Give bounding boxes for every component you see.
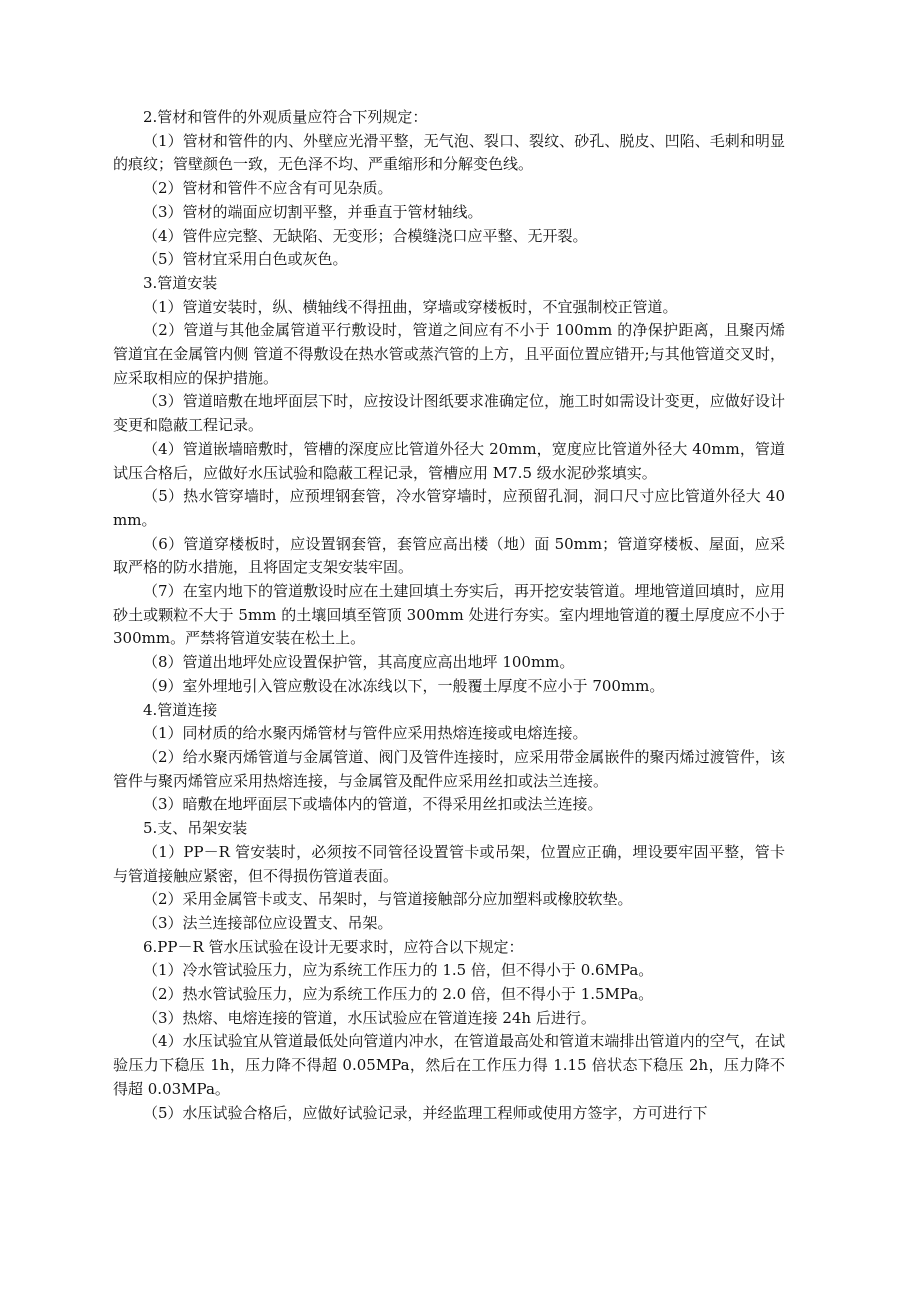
paragraph: （1）管材和管件的内、外壁应光滑平整，无气泡、裂口、裂纹、砂孔、脱皮、凹陷、毛刺和明显的痕纹；管壁颜色一致，无色泽不均、严重缩形和分解变色线。 <box>113 131 785 174</box>
paragraph: （6）管道穿楼板时，应设置钢套管，套管应高出楼（地）面 50mm；管道穿楼板、屋面，应采取严格的防水措施，且将固定支架安装牢固。 <box>113 534 785 577</box>
paragraph: （2）管材和管件不应含有可见杂质。 <box>143 179 393 198</box>
paragraph: （1）冷水管试验压力，应为系统工作压力的 1.5 倍，但不得小于 0.6MPa。 <box>143 961 654 980</box>
paragraph: （2）采用金属管卡或支、吊架时，与管道接触部分应加塑料或橡胶软垫。 <box>143 890 633 909</box>
paragraph: （3）管材的端面应切割平整，并垂直于管材轴线。 <box>143 202 483 221</box>
paragraph: （5）热水管穿墙时，应预埋钢套管，冷水管穿墙时，应预留孔洞，洞口尺寸应比管道外径大 40mm。 <box>113 487 785 529</box>
section-heading: 5.支、吊架安装 <box>143 819 248 838</box>
document-body <box>113 106 785 1125</box>
paragraph: （2）给水聚丙烯管道与金属管道、阀门及管件连接时，应采用带金属嵌件的聚丙烯过渡管件，该管件与聚丙烯管应采用热熔连接，与金属管及配件应采用丝扣或法兰连接。 <box>113 747 785 790</box>
paragraph: （2）热水管试验压力，应为系统工作压力的 2.0 倍，但不得小于 1.5MPa。 <box>143 985 654 1004</box>
paragraph: （2）管道与其他金属管道平行敷设时，管道之间应有不小于 100mm 的净保护距离，且聚丙烯管道宜在金属管内侧 管道不得敷设在热水管或蒸汽管的上方，且平面位置应错开;与其他管道交叉时，应采取相应的保护措施。 <box>113 321 785 387</box>
paragraph: （3）管道暗敷在地坪面层下时，应按设计图纸要求准确定位，施工时如需设计变更，应做好设计变更和隐蔽工程记录。 <box>113 392 785 435</box>
paragraph: （4）水压试验宜从管道最低处向管道内冲水，在管道最高处和管道末端排出管道内的空气，在试验压力下稳压 1h，压力降不得超 0.05MPa，然后在工作压力得 1.15 倍状态下稳压 2h，压力降不得超 0.03MPa。 <box>113 1032 785 1098</box>
paragraph: （7）在室内地下的管道敷设时应在土建回填土夯实后，再开挖安装管道。埋地管道回填时，应用砂土或颗粒不大于 5mm 的土壤回填至管顶 300mm 处进行夯实。室内埋地管道的覆土厚度应不小于 300mm。严禁将管道安装在松土上。 <box>113 582 785 648</box>
paragraph: （1）同材质的给水聚丙烯管材与管件应采用热熔连接或电熔连接。 <box>143 724 588 743</box>
paragraph: （5）水压试验合格后，应做好试验记录，并经监理工程师或使用方签字，方可进行下 <box>143 1103 708 1122</box>
paragraph: （4）管件应完整、无缺陷、无变形；合模缝浇口应平整、无开裂。 <box>143 226 588 245</box>
paragraph: （8）管道出地坪处应设置保护管，其高度应高出地坪 100mm。 <box>143 653 575 672</box>
section-heading: 4.管道连接 <box>143 700 218 719</box>
paragraph: （3）暗敷在地坪面层下或墙体内的管道，不得采用丝扣或法兰连接。 <box>143 795 603 814</box>
paragraph: （1）管道安装时，纵、横轴线不得扭曲，穿墙或穿楼板时，不宜强制校正管道。 <box>143 297 678 316</box>
section-heading: 2.管材和管件的外观质量应符合下列规定： <box>143 108 428 126</box>
paragraph: （9）室外埋地引入管应敷设在冰冻线以下，一般覆土厚度不应小于 700mm。 <box>143 676 665 695</box>
paragraph: （3）法兰连接部位应设置支、吊架。 <box>143 913 393 932</box>
paragraph: （1）PP－R 管安装时，必须按不同管径设置管卡或吊架，位置应正确，埋设要牢固平整，管卡与管道接触应紧密，但不得损伤管道表面。 <box>113 842 785 885</box>
paragraph: （5）管材宜采用白色或灰色。 <box>143 250 348 269</box>
paragraph: （4）管道嵌墙暗敷时，管槽的深度应比管道外径大 20mm，宽度应比管道外径大 40mm，管道试压合格后，应做好水压试验和隐蔽工程记录，管槽应用 M7.5 级水泥砂浆填实。 <box>113 439 785 482</box>
section-heading: 6.PP－R 管水压试验在设计无要求时，应符合以下规定： <box>143 937 524 956</box>
section-heading: 3.管道安装 <box>143 273 218 292</box>
paragraph: （3）热熔、电熔连接的管道，水压试验应在管道连接 24h 后进行。 <box>143 1008 596 1027</box>
